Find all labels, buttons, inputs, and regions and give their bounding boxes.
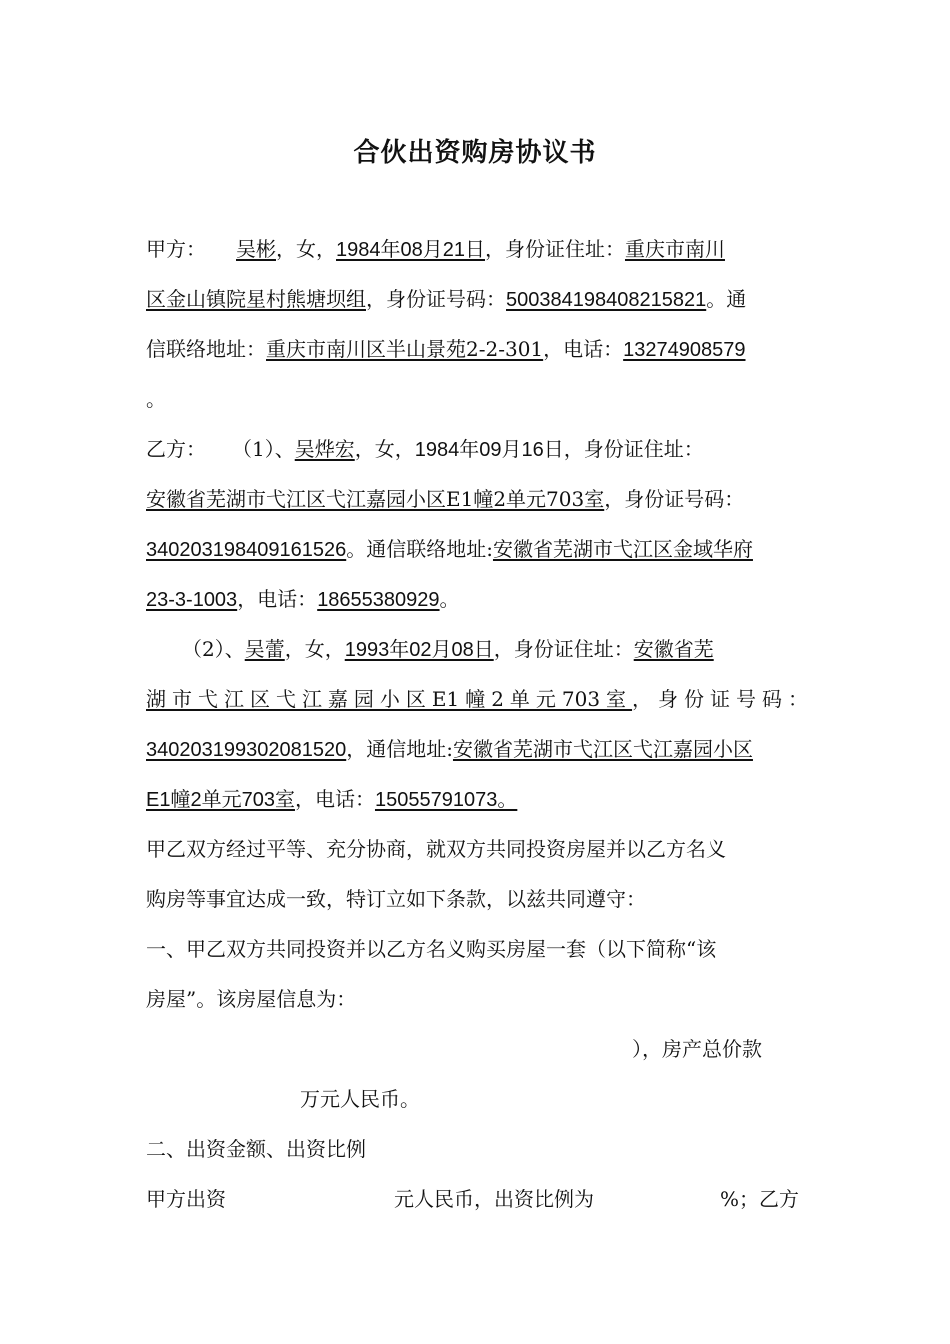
- clause-1-line-3: ），房产总价款: [632, 1037, 762, 1061]
- party-b-p2-id-addr-1: 安徽省芜: [633, 637, 714, 661]
- party-a-id-addr-1: 重庆市南川: [624, 237, 725, 261]
- party-b-p1-name: 吴烨宏: [294, 437, 355, 461]
- party-b-p2-line-3: [146, 731, 808, 767]
- party-b-p1-id-no: 340203198409161526: [146, 539, 347, 561]
- party-b-p2-dob: 1993年02月08日: [344, 639, 494, 661]
- party-a-id-addr-2: 区金山镇院星村熊塘坝组: [146, 287, 366, 311]
- party-b-p1-line-2: [146, 481, 826, 517]
- clause-1-line-4: 万元人民币。: [300, 1087, 420, 1111]
- party-a-name: 吴彬: [236, 237, 276, 261]
- party-a-line-1: [146, 231, 808, 267]
- party-b-p1-gender: ，女，: [354, 437, 415, 461]
- party-a-contact-addr: 重庆市南川区半山景苑2-2-301: [266, 337, 544, 361]
- party-b-p1-line-4: [146, 581, 808, 617]
- party-b-p2-phone: 15055791073。: [374, 789, 518, 811]
- clause-2-line-1-b: 元人民币，出资比例为: [394, 1187, 594, 1211]
- party-b-p2-contact-addr-1: 安徽省芜湖市弋江区弋江嘉园小区: [452, 737, 753, 761]
- intro-line-2: 购房等事宜达成一致，特订立如下条款，以兹共同遵守：: [146, 887, 646, 911]
- party-b-p1-phone-label: ，电话：: [237, 587, 318, 611]
- clause-2-line-1-c: %；乙方: [720, 1187, 800, 1211]
- party-b-p1-line-1: [146, 431, 808, 467]
- party-b-p1-index: （1）、: [232, 437, 295, 461]
- party-a-phone: 13274908579: [623, 339, 746, 361]
- clause-2-line-1-a: 甲方出资: [146, 1187, 226, 1211]
- party-a-id-no: 500384198408215821: [506, 289, 707, 311]
- party-b-p2-id-no: 340203199302081520: [146, 739, 347, 761]
- document-title: 合伙出资购房协议书: [353, 138, 597, 168]
- party-a-line-4: [146, 381, 808, 417]
- party-a-line-3: [146, 331, 808, 367]
- party-a-gender: ，女，: [276, 237, 336, 261]
- party-b-p2-line-2: [146, 681, 808, 717]
- clause-1-line-2: 房屋”。该房屋信息为：: [146, 987, 357, 1011]
- party-b-p1-id-addr-label: ，身份证住址：: [563, 437, 704, 461]
- party-b-p2-line-4: [146, 781, 808, 817]
- party-b-p2-gender: ，女，: [284, 637, 345, 661]
- party-b-p1-id-addr: 安徽省芜湖市弋江区弋江嘉园小区E1幢2单元703室: [146, 487, 605, 511]
- party-b-p2-index: （2）、: [182, 637, 245, 661]
- party-a-line-2: [146, 281, 808, 317]
- party-b-p2-name: 吴蕾: [244, 637, 285, 661]
- party-a-label: 甲方：: [146, 237, 206, 261]
- party-a-contact-label-2: 信联络地址：: [146, 337, 266, 361]
- party-b-p1-contact-addr-1: 安徽省芜湖市弋江区金域华府: [492, 537, 753, 561]
- party-a-phone-label: ，电话：: [543, 337, 624, 361]
- party-b-p1-line-3: [146, 531, 808, 567]
- party-a-id-no-label: ，身份证号码：: [366, 287, 506, 311]
- party-b-p1-contact-label: 。通信联络地址:: [346, 537, 493, 561]
- party-b-p2-id-addr-label: ，身份证住址：: [493, 637, 634, 661]
- party-b-p2-phone-label: ，电话：: [294, 787, 375, 811]
- intro-line-1: 甲乙双方经过平等、充分协商，就双方共同投资房屋并以乙方名义: [146, 837, 726, 861]
- party-b-p2-id-no-label: ，身份证号码：: [632, 687, 808, 711]
- party-b-label: 乙方：: [146, 437, 206, 461]
- party-a-contact-label-1: 。通: [706, 287, 747, 311]
- party-b-p1-dob: 1984年09月16日: [414, 439, 564, 461]
- party-b-p1-phone: 18655380929: [317, 589, 440, 611]
- party-b-p2-id-addr-2: 湖市弋江区弋江嘉园小区E1幢2单元703室: [146, 687, 633, 711]
- party-b-p2-contact-addr-2: E1幢2单元703室: [146, 789, 295, 811]
- party-a-dob: 1984年08月21日: [336, 239, 485, 261]
- party-a-id-addr-label: ，身份证住址：: [484, 237, 625, 261]
- party-b-p1-id-no-label: ，身份证号码：: [604, 487, 745, 511]
- party-b-p2-contact-label: ，通信地址:: [346, 737, 453, 761]
- clause-2-title: 二、出资金额、出资比例: [146, 1137, 366, 1161]
- party-b-p1-end: 。: [439, 587, 460, 611]
- party-a-end: 。: [146, 387, 166, 411]
- party-b-p1-contact-addr-2: 23-3-1003: [146, 589, 238, 611]
- party-b-p2-line-1: [146, 631, 808, 667]
- clause-1-line-1: 一、甲乙双方共同投资并以乙方名义购买房屋一套（以下简称“该: [146, 937, 717, 961]
